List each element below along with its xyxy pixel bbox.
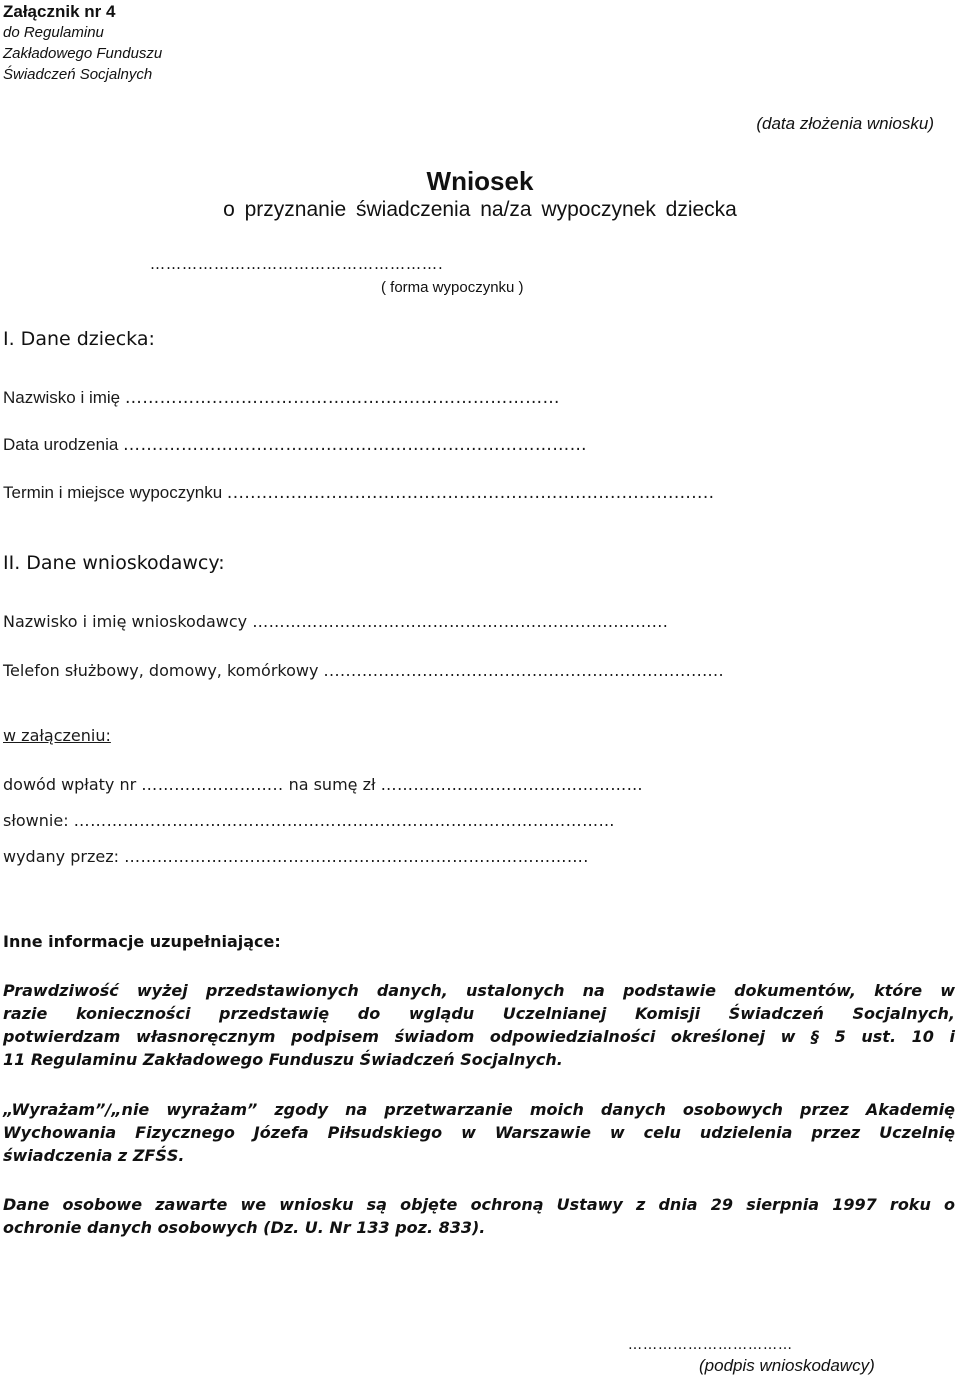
child-birthdate-label: Data urodzenia: [3, 435, 119, 454]
form-of-holiday-caption: ( forma wypoczynku ): [381, 279, 524, 296]
annex-line-1: do Regulaminu: [3, 24, 104, 41]
data-protection-line: Dane osobowe zawarte we wniosku są objęte ochroną Ustawy z dnia 29 sierpnia 1997 roku o: [3, 1195, 955, 1214]
consent-line: Wychowania Fizycznego Józefa Piłsudskiego w Warszawie w celu udzielenia przez Uczelnię: [3, 1123, 955, 1142]
attachments-heading: w załączeniu:: [3, 726, 111, 745]
data-protection-statement: [3, 1193, 955, 1239]
issued-by-label: wydany przez:: [3, 847, 119, 866]
statement-line: Prawdziwość wyżej przedstawionych danych, ustalonych na podstawie dokumentów, które w: [3, 981, 955, 1000]
applicant-name-field[interactable]: [3, 612, 668, 631]
consent-line: świadczenia z ZFŚS.: [3, 1146, 185, 1165]
payment-sum-dots: …………………………………………: [380, 775, 644, 794]
amount-in-words-label: słownie:: [3, 811, 69, 830]
payment-number-dots: ……………………..: [141, 775, 284, 794]
payment-proof-field[interactable]: [3, 775, 643, 794]
signature-field[interactable]: ……………………………: [628, 1337, 793, 1353]
data-protection-line: ochronie danych osobowych (Dz. U. Nr 133 poz. 833).: [3, 1218, 486, 1237]
applicant-name-label: Nazwisko i imię wnioskodawcy: [3, 612, 248, 631]
annex-line-3: Świadczeń Socjalnych: [3, 66, 153, 83]
annex-line-2: Zakładowego Funduszu: [3, 45, 163, 62]
child-birthdate-field[interactable]: [3, 435, 587, 455]
amount-in-words-field[interactable]: [3, 811, 615, 830]
child-birthdate-dots: …….……………………………………….………………………: [123, 435, 588, 455]
statement-line: 11 Regulaminu Zakładowego Funduszu Świadczeń Socjalnych.: [3, 1050, 563, 1069]
child-name-field[interactable]: [3, 388, 560, 408]
applicant-phone-label: Telefon służbowy, domowy, komórkowy: [3, 661, 319, 680]
truthfulness-statement: [3, 979, 955, 1071]
applicant-phone-field[interactable]: [3, 661, 724, 680]
applicant-phone-dots: .........................................................................: [323, 661, 725, 680]
other-info-heading: Inne informacje uzupełniające:: [3, 932, 281, 951]
issued-by-dots: ………………………………………………………………………….: [124, 847, 589, 866]
holiday-date-place-field[interactable]: [3, 483, 714, 503]
payment-number-label: dowód wpłaty nr: [3, 775, 137, 794]
holiday-date-place-dots: ....................................................................................: [226, 483, 715, 503]
payment-sum-label: na sumę zł: [288, 775, 376, 794]
section-child-data-heading: I. Dane dziecka:: [3, 328, 155, 350]
form-of-holiday-field[interactable]: ……………………………………………….: [150, 255, 444, 273]
consent-line: „Wyrażam”/„nie wyrażam” zgody na przetwarzanie moich danych osobowych przez Akademię: [3, 1100, 955, 1119]
issued-by-field[interactable]: [3, 847, 589, 866]
applicant-name-dots: ……………………………………….……........................: [252, 612, 669, 631]
statement-line: razie konieczności przedstawię do wglądu Uczelnianej Komisji Świadczeń Socjalnych,: [3, 1004, 955, 1023]
signature-label: (podpis wnioskodawcy): [699, 1356, 875, 1375]
section-applicant-data-heading: II. Dane wnioskodawcy:: [3, 552, 225, 574]
amount-in-words-dots: ………………………………………………………………………………………: [73, 811, 615, 830]
document-title: Wniosek: [426, 166, 534, 196]
submission-date-label: (data złożenia wniosku): [756, 114, 934, 133]
child-name-dots: ……………..………………………….………………………: [124, 388, 560, 408]
statement-line: potwierdzam własnoręcznym podpisem świadom odpowiedzialności określonej w § 5 ust. 10 i: [3, 1027, 955, 1046]
holiday-date-place-label: Termin i miejsce wypoczynku: [3, 483, 223, 502]
annex-title: Załącznik nr 4: [3, 2, 116, 21]
child-name-label: Nazwisko i imię: [3, 388, 121, 407]
document-subtitle: o przyznanie świadczenia na/za wypoczynek dziecka: [223, 198, 737, 221]
consent-statement: [3, 1098, 955, 1167]
